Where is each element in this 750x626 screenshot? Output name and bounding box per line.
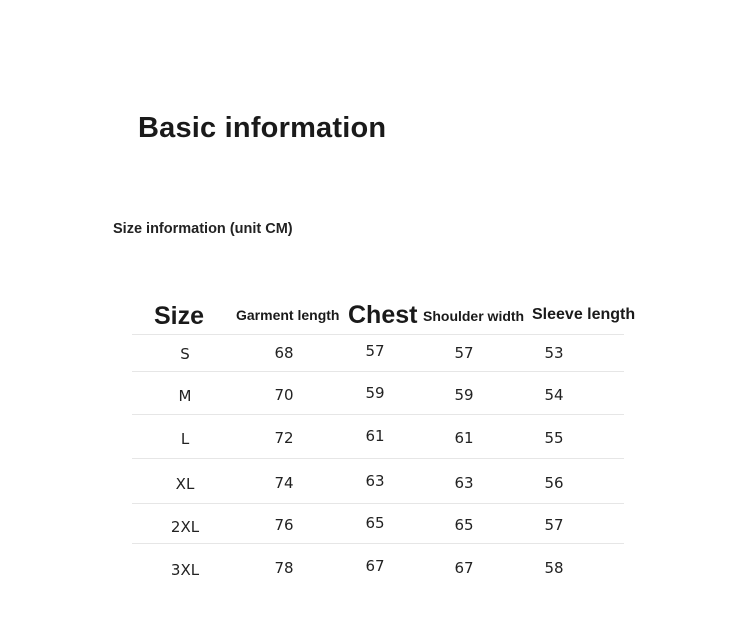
cell-size: L xyxy=(180,430,190,448)
cell-chest: 67 xyxy=(365,557,385,575)
cell-garment-length: 78 xyxy=(274,559,294,577)
cell-size: M xyxy=(178,387,192,405)
row-divider xyxy=(132,503,624,504)
row-divider xyxy=(132,414,624,415)
cell-chest: 59 xyxy=(365,384,385,402)
cell-chest: 61 xyxy=(365,427,385,445)
cell-chest: 63 xyxy=(365,472,385,490)
page-title: Basic information xyxy=(138,112,387,144)
row-divider xyxy=(132,543,624,544)
cell-size: 2XL xyxy=(170,518,200,536)
row-divider xyxy=(132,334,624,335)
size-info-subtitle: Size information (unit CM) xyxy=(113,221,293,237)
cell-size: XL xyxy=(175,475,195,493)
cell-shoulder-width: 67 xyxy=(454,559,474,577)
cell-garment-length: 76 xyxy=(274,516,294,534)
cell-garment-length: 72 xyxy=(274,429,294,447)
cell-shoulder-width: 63 xyxy=(454,474,474,492)
cell-sleeve-length: 55 xyxy=(544,429,564,447)
cell-shoulder-width: 57 xyxy=(454,344,474,362)
cell-sleeve-length: 58 xyxy=(544,559,564,577)
cell-sleeve-length: 56 xyxy=(544,474,564,492)
cell-garment-length: 68 xyxy=(274,344,294,362)
row-divider xyxy=(132,458,624,459)
header-sleeve-length: Sleeve length xyxy=(532,306,636,323)
cell-shoulder-width: 65 xyxy=(454,516,474,534)
cell-chest: 57 xyxy=(365,342,385,360)
cell-shoulder-width: 61 xyxy=(454,429,474,447)
header-size: Size xyxy=(154,302,205,330)
header-garment-length: Garment length xyxy=(236,307,340,323)
cell-garment-length: 74 xyxy=(274,474,294,492)
header-shoulder-width: Shoulder width xyxy=(423,308,525,324)
row-divider xyxy=(132,371,624,372)
cell-size: S xyxy=(180,345,190,363)
cell-sleeve-length: 57 xyxy=(544,516,564,534)
header-chest: Chest xyxy=(348,301,418,329)
cell-sleeve-length: 54 xyxy=(544,386,564,404)
cell-chest: 65 xyxy=(365,514,385,532)
cell-sleeve-length: 53 xyxy=(544,344,564,362)
cell-size: 3XL xyxy=(170,561,200,579)
cell-shoulder-width: 59 xyxy=(454,386,474,404)
cell-garment-length: 70 xyxy=(274,386,294,404)
